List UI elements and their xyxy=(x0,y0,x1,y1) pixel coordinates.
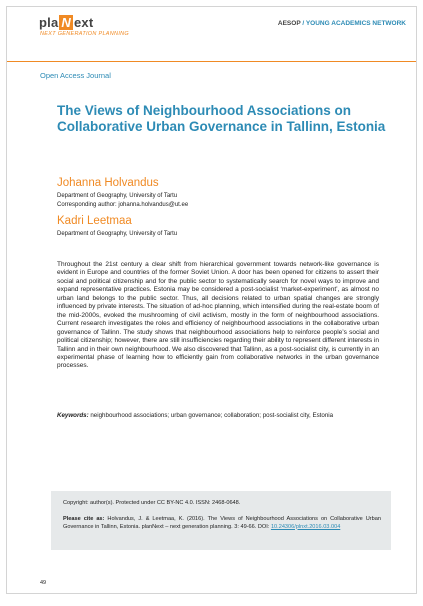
affiliation-prefix: AESOP xyxy=(277,20,301,27)
citation-box xyxy=(51,491,391,550)
keywords-label: Keywords: xyxy=(57,412,89,419)
page-header xyxy=(7,7,416,65)
paper-page xyxy=(6,6,417,594)
citation-label: Please cite as: xyxy=(63,516,105,522)
journal-tagline: NEXT GENERATION PLANNING xyxy=(40,31,129,37)
author-department-2: Department of Geography, University of Tartu xyxy=(57,231,178,237)
keywords xyxy=(57,412,379,419)
abstract-text: Throughout the 21st century a clear shift from hierarchical government towards network-like governance is evident in Europe and countries of the former Soviet Union. A door has been opened for citizens to assert their social and political citizenship and for the public sector to systematically search for novel ways to improve and expand representative practices. Estonia may be considered a post-socialist ‘market-experiment’, as almost no urban land belongs to the public sector. Thus, all decisions related to urban spatial changes are strongly influenced by private interests. The situation of ad-hoc planning, which intensified during the real-estate boom of the mid-2000s, evoked the mushrooming of civil activism, mostly in the form of neighbourhood associations. Current research investigates the roles and efficiency of neighbourhood associations in the collaborative urban governance of Tallinn. The study shows that neighbourhood associations help to reinforce people’s social and political citizenship; however, there are still insufficiencies regarding their ability to represent different interests in Tallinn and in their own neighbourhood. We also discovered that Tallinn, as a post-socialist city, is currently in an experimental phase of learning how to efficiently gain from collaborative networks in the urban governance processes. xyxy=(57,261,379,370)
keywords-text: neighbourhood associations; urban governance; collaboration; post-socialist city, Estonia xyxy=(88,412,334,419)
copyright-text: Copyright: author(s). Protected under CC BY-NC 4.0. ISSN: 2468-0648. xyxy=(63,500,241,506)
author-name-1: Johanna Holvandus xyxy=(57,177,159,189)
doi-link[interactable]: 10.24306/plnxt.2016.03.004 xyxy=(270,523,341,530)
journal-label: Open Access Journal xyxy=(40,71,111,80)
author-name-2: Kadri Leetmaa xyxy=(57,215,132,227)
journal-logo xyxy=(39,15,93,30)
publisher-affiliation xyxy=(278,20,406,27)
corresponding-author: Corresponding author: johanna.holvandus@ut.ee xyxy=(57,202,189,208)
citation-text: Holvandus, J. & Leetmaa, K. (2016). The Views of Neighbourhood Associations on Collaborative Urban Governance in Tallinn, Estonia. planNext – next generation planning. 3: 49-66. DOI: xyxy=(63,516,382,530)
logo-suffix: ext xyxy=(73,15,94,30)
paper-title: The Views of Neighbourhood Associations on Collaborative Urban Governance in Tallinn, Estonia xyxy=(57,103,386,134)
author-department-1: Department of Geography, University of Tartu xyxy=(57,193,178,199)
citation xyxy=(63,516,381,531)
header-divider xyxy=(7,61,416,62)
affiliation-org: / YOUNG ACADEMICS NETWORK xyxy=(300,20,406,27)
page-number: 49 xyxy=(40,580,47,586)
logo-n: N xyxy=(61,15,71,30)
logo-prefix: pla xyxy=(39,15,59,30)
